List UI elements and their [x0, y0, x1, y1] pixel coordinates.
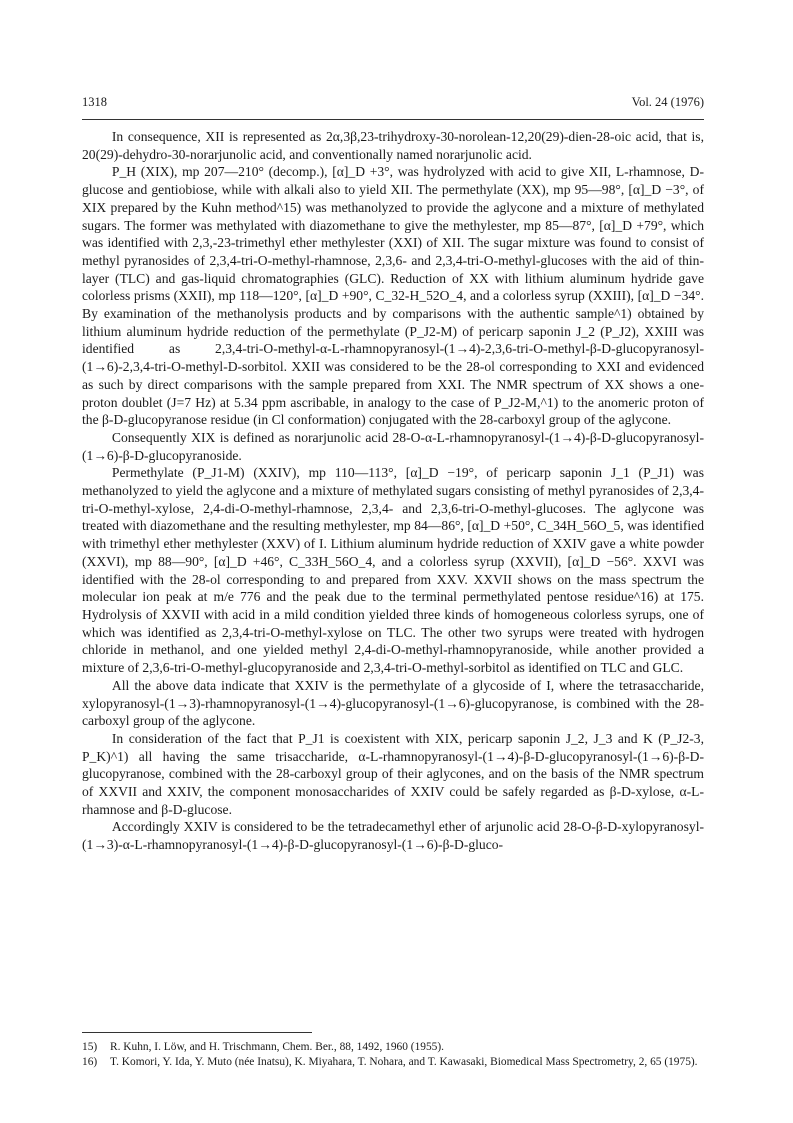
footnote-text: R. Kuhn, I. Löw, and H. Trischmann, Chem. Ber., 88, 1492, 1960 (1955).: [110, 1041, 445, 1053]
paragraph: Consequently XIX is defined as norarjunolic acid 28-O-α-L-rhamnopyranosyl-(1→4)-β-D-glucopyranosyl-(1→6)-β-D-glucopyranoside.: [82, 429, 704, 463]
paragraph: Permethylate (P_J1-M) (XXIV), mp 110—113°, [α]_D −19°, of pericarp saponin J_1 (P_J1) was methanolyzed to yield the aglycone and a mixture of methylated sugars consisting of methyl pyranosides of 2,3,4-tri-O-methyl-xylose, 2,4-di-O-methyl-rhamnose, 2,3,4- and 2,3,6-tri-O-methyl-glucoses. The aglycone was treated with diazomethane and the resulting methylester, mp 84—86°, [α]_D +50°, C_34H_56O_5, was identified with trimethyl ether methylester (XXV) of I. Lithium aluminum hydride reduction of XXIV gave a white powder (XXVI), mp 88—90°, [α]_D +46°, C_33H_56O_4, and a colorless syrup (XXVII), [α]_D −56°. XXVI was identified with the 28-ol corresponding to and prepared from XXV. XXVII shows on the mass spectrum the molecular ion peak at m/e 776 and the peak due to the terminal permethylated pentose residue^16) at 175. Hydrolysis of XXVII with acid in a mild condition yielded three kinds of homogeneous colorless syrups, one of which was identified as 2,3,4-tri-O-methyl-xylose on TLC. The other two syrups were treated with hydrogen chloride in methanol, and one yielded methyl 2,4-di-O-methyl-rhamnopyranoside, while another provided a mixture of 2,3,6-tri-O-methyl-glucopyranoside and 2,3,4-tri-O-methyl-sorbitol as identified on TLC and GLC.: [82, 465, 704, 676]
article-body: [82, 128, 704, 854]
footnote: [82, 1040, 704, 1055]
running-header: [82, 95, 704, 115]
header-rule: [82, 119, 704, 120]
paragraph: In consideration of the fact that P_J1 is coexistent with XIX, pericarp saponin J_2, J_3 and K (P_J2-3, P_K)^1) all having the same trisaccharide, α-L-rhamnopyranosyl-(1→4)-β-D-glucopyranosyl-(1→6)-β-D-glucopyranose, combined with the 28-carboxyl group of their aglycones, and on the basis of the NMR spectrum of XXVII and XXIV, the component monosaccharides of XXIV could be safely regarded as β-D-xylose, α-L-rhamnose and β-D-glucose.: [82, 730, 704, 817]
footnote-number: 16): [82, 1056, 98, 1068]
footnote: [82, 1055, 704, 1070]
footnote-text: T. Komori, Y. Ida, Y. Muto (née Inatsu), K. Miyahara, T. Nohara, and T. Kawasaki, Biomedical Mass Spectrometry, 2, 65 (1975).: [110, 1056, 698, 1068]
paragraph: P_H (XIX), mp 207—210° (decomp.), [α]_D +3°, was hydrolyzed with acid to give XII, L-rhamnose, D-glucose and gentiobiose, while with alkali also to yield XII. The permethylate (XX), mp 95—98°, [α]_D −3°, of XIX prepared by the Kuhn method^15) was methanolyzed to provide the aglycone and a mixture of methylated sugars. The former was methylated with diazomethane to give the methylester, mp 85—87°, [α]_D +79°, which was identified with 2,3,-23-trimethyl ether methylester (XXI) of XII. The sugar mixture was found to consist of methyl pyranosides of 2,3,4-tri-O-methyl-rhamnose, 2,3,6- and 2,3,4-tri-O-methyl-glucoses with the aid of thin-layer (TLC) and gas-liquid chromatographies (GLC). Reduction of XX with lithium aluminum hydride gave colorless prisms (XXII), mp 118—120°, [α]_D +90°, C_32-H_52O_4, and a colorless syrup (XXIII), [α]_D −34°. By examination of the methanolysis products and by comparisons with the authentic sample^1) obtained by lithium aluminum hydride reduction of the permethylate (P_J2-M) of pericarp saponin J_2 (P_J2), XXIII was identified as 2,3,4-tri-O-methyl-α-L-rhamnopyranosyl-(1→4)-2,3,6-tri-O-methyl-β-D-glucopyranosyl-(1→6)-2,3,4-tri-O-methyl-D-sorbitol. XXII was considered to be the 28-ol corresponding to XXI and evidenced as such by direct comparisons with the sample prepared from XXI. The NMR spectrum of XX shows a one-proton doublet (J=7 Hz) at 5.34 ppm ascribable, in analogy to the case of P_J2-M,^1) to the anomeric proton of the β-D-glucopyranose residue (in Cl conformation) conjugated with the 28-carboxyl group of the aglycone.: [82, 164, 704, 428]
footnote-number: 15): [82, 1041, 98, 1053]
paragraph: In consequence, XII is represented as 2α,3β,23-trihydroxy-30-norolean-12,20(29)-dien-28-oic acid, that is, 20(29)-dehydro-30-norarjunolic acid, and conventionally named norarjunolic acid.: [82, 129, 704, 162]
footnote-rule: [82, 1032, 312, 1033]
paragraph: Accordingly XXIV is considered to be the tetradecamethyl ether of arjunolic acid 28-O-β-D-xylopyranosyl-(1→3)-α-L-rhamnopyranosyl-(1→4)-β-D-glucopyranosyl-(1→6)-β-D-gluco-: [82, 819, 704, 853]
page-number: 1318: [82, 95, 107, 109]
paragraph: All the above data indicate that XXIV is the permethylate of a glycoside of I, where the tetrasaccharide, xylopyranosyl-(1→3)-rhamnopyranosyl-(1→4)-glucopyranosyl-(1→6)-glucopyranose, is combined with the 28-carboxyl group of the aglycone.: [82, 677, 704, 729]
volume-label: Vol. 24 (1976): [631, 95, 704, 109]
footnotes: [82, 1040, 704, 1070]
